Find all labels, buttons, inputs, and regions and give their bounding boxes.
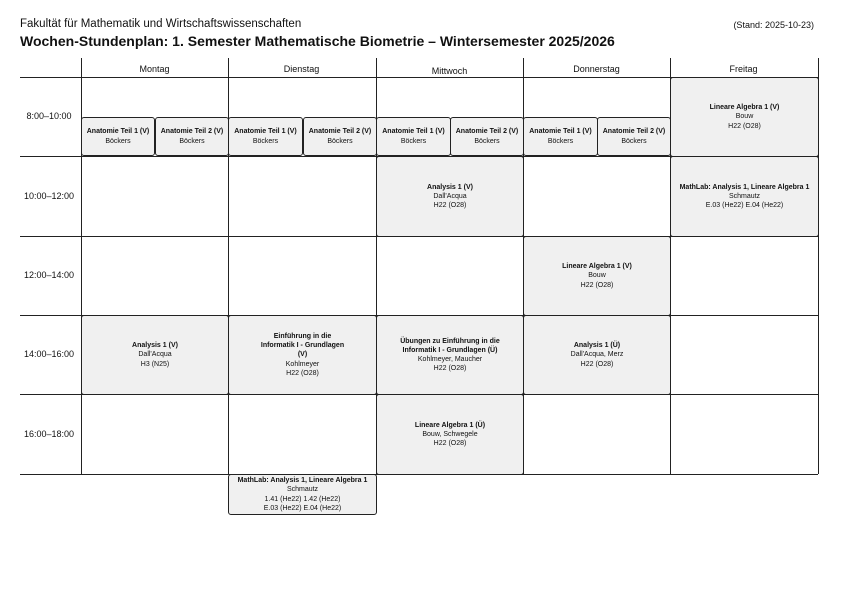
event-card[interactable] [376,117,451,156]
event-detail: Kohlmeyer, Maucher [417,356,483,363]
event-title: Einführung in die Informatik I - Grundlagen (V) [260,333,345,359]
event-detail: Böckers [105,137,131,145]
day-header-wednesday: Mittwoch [431,66,468,76]
event-card[interactable] [155,117,229,156]
event-card[interactable] [303,117,377,156]
day-header-friday: Freitag [729,64,758,74]
event-detail: Schmautz [728,192,761,200]
event-title: Anatomie Teil 2 (V) [455,128,519,136]
event-title: Anatomie Teil 2 (V) [308,128,372,136]
event-card[interactable] [376,394,524,475]
event-detail: Dall'Acqua, Merz [570,351,624,359]
event-detail: H22 (O28) [286,369,319,377]
event-detail: H22 (O28) [580,281,614,289]
event-card[interactable] [523,117,598,156]
event-card[interactable] [228,474,377,515]
day-header-monday: Montag [139,64,170,74]
event-detail: H22 (O28) [433,202,467,210]
event-detail: H22 (O28) [433,365,467,373]
event-detail: Kohlmeyer [285,360,320,368]
event-card[interactable] [670,77,819,157]
page-title: Wochen-Stundenplan: 1. Semester Mathematische Biometrie – Wintersemester 2025/2026 [20,33,615,49]
time-slot-label: 10:00–12:00 [23,191,75,201]
stand-date: (Stand: 2025-10-23) [733,20,814,30]
event-title: Lineare Algebra 1 (V) [562,263,632,271]
time-slot-label: 12:00–14:00 [23,270,75,280]
event-card[interactable] [523,236,671,316]
event-title: MathLab: Analysis 1, Lineare Algebra 1 [679,183,810,191]
event-detail: Böckers [547,137,574,145]
event-title: Anatomie Teil 1 (V) [529,128,592,136]
time-slot-label: 14:00–16:00 [23,349,75,359]
event-title: Analysis 1 (V) [427,183,473,191]
event-card[interactable] [376,315,524,395]
event-detail: Böckers [400,137,427,145]
event-card[interactable] [228,117,303,156]
event-card[interactable] [376,156,524,237]
event-detail: Bouw [588,272,606,280]
event-card[interactable] [670,156,819,237]
event-detail: H22 (O28) [728,122,761,130]
event-detail: 1.41 (He22) 1.42 (He22) [264,495,341,503]
event-title: Lineare Algebra 1 (V) [709,104,780,112]
event-title: Anatomie Teil 2 (V) [602,128,666,136]
time-slot-label: 8:00–10:00 [26,111,72,121]
event-detail: Böckers [179,137,205,145]
event-detail: Dall'Acqua [433,192,467,200]
event-title: Anatomie Teil 1 (V) [86,128,150,136]
event-detail: Bouw, Schwegele [422,430,478,438]
event-detail: Böckers [327,137,353,145]
event-title: Anatomie Teil 1 (V) [382,128,445,136]
event-detail: Böckers [474,137,500,145]
event-card[interactable] [523,315,671,395]
event-card[interactable] [81,117,155,156]
event-title: Anatomie Teil 2 (V) [160,128,224,136]
event-detail: E.03 (He22) E.04 (He22) [263,504,342,512]
event-detail: Böckers [252,137,279,145]
event-card[interactable] [597,117,671,156]
event-detail: H22 (O28) [580,360,614,368]
event-title: Anatomie Teil 1 (V) [234,128,297,136]
event-detail: Bouw [735,113,754,121]
event-detail: Dall'Acqua [138,351,172,359]
event-detail: E.03 (He22) E.04 (He22) [705,202,784,210]
event-detail: H3 (N25) [140,360,170,368]
faculty-name: Fakultät für Mathematik und Wirtschaftswissenschaften [20,18,302,30]
day-header-thursday: Donnerstag [573,64,620,74]
event-detail: Böckers [621,137,647,145]
time-slot-label: 16:00–18:00 [23,429,75,439]
event-title: MathLab: Analysis 1, Lineare Algebra 1 [237,477,368,485]
event-detail: H22 (O28) [433,440,467,448]
day-header-tuesday: Dienstag [283,64,320,74]
event-card[interactable] [81,315,229,395]
event-title: Analysis 1 (V) [132,342,178,350]
event-card[interactable] [228,315,377,395]
event-title: Lineare Algebra 1 (Ü) [414,421,486,429]
event-card[interactable] [450,117,524,156]
event-title: Analysis 1 (Ü) [573,342,621,350]
event-title: Übungen zu Einführung in die Informatik I - Grundlagen (Ü) [400,337,500,354]
event-detail: Schmautz [286,486,319,494]
